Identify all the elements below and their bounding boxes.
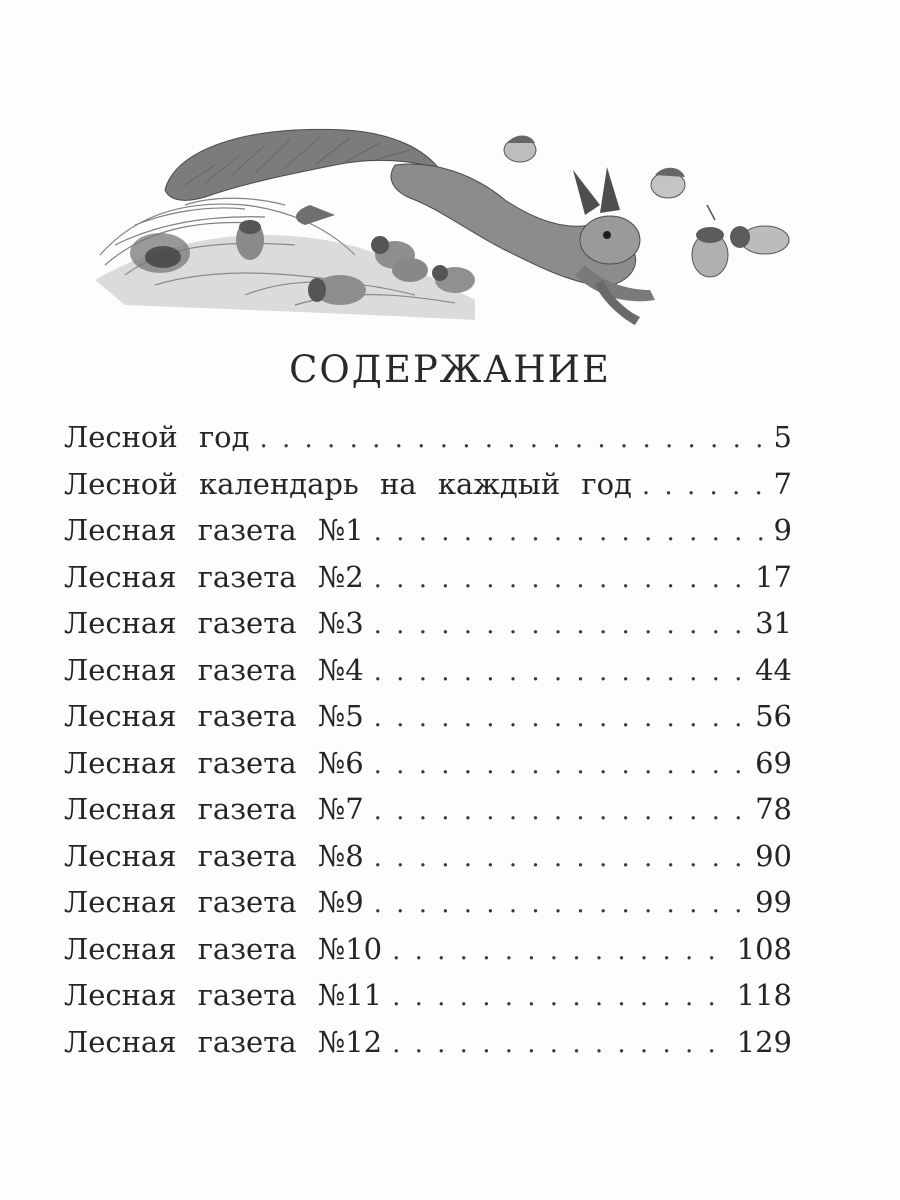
squirrel-eye [603, 231, 611, 239]
toc-entry[interactable] [64, 467, 792, 514]
toc-entry-title: Лесная газета №1 [64, 513, 364, 547]
squirrel-ear [573, 170, 600, 215]
toc-entry[interactable] [64, 513, 792, 560]
toc-entry-page-number: 108 [736, 931, 792, 966]
toc-entry[interactable] [64, 653, 792, 700]
toc-entry-page-number: 129 [736, 1024, 792, 1059]
dot-leader [374, 889, 747, 919]
toc-entry-page-number: 44 [755, 652, 792, 687]
toc-entry-title: Лесная газета №4 [64, 652, 364, 687]
toc-entry-title: Лесная газета №9 [64, 885, 364, 919]
toc-entry[interactable] [64, 746, 792, 793]
toc-entry-title: Лесная газета №5 [64, 699, 364, 733]
dot-leader [374, 657, 747, 687]
table-of-contents [64, 420, 792, 1071]
toc-entry-title: Лесная газета №11 [64, 978, 383, 1012]
toc-entry-title: Лесной год [64, 420, 250, 454]
dot-leader [374, 750, 747, 780]
dot-leader [392, 982, 729, 1012]
squirrel-hind-leg [296, 205, 335, 225]
squirrel-illustration [95, 105, 805, 340]
toc-entry[interactable] [64, 1025, 792, 1072]
toc-entry[interactable] [64, 839, 792, 886]
dot-leader [259, 424, 764, 454]
toc-entry-page-number: 31 [755, 606, 792, 640]
toc-entry-page-number: 69 [755, 745, 792, 780]
dot-leader [374, 703, 747, 733]
dot-leader [392, 936, 729, 966]
dot-leader [392, 1029, 729, 1059]
toc-entry-title: Лесная газета №3 [64, 606, 364, 640]
dot-leader [374, 843, 747, 873]
toc-entry-title: Лесная газета №2 [64, 559, 364, 594]
toc-entry-page-number: 56 [755, 699, 792, 733]
squirrel-head [580, 216, 640, 264]
toc-entry-title: Лесная газета №6 [64, 745, 364, 780]
page-title: СОДЕРЖАНИЕ [289, 348, 611, 391]
toc-entry-title: Лесная газета №8 [64, 838, 364, 873]
toc-entry[interactable] [64, 606, 792, 653]
dot-leader [374, 610, 747, 640]
dot-leader [642, 471, 764, 501]
toc-entry-page-number: 118 [736, 978, 792, 1012]
toc-entry-page-number: 9 [773, 513, 792, 547]
toc-entry-page-number: 17 [755, 559, 792, 594]
dot-leader [374, 796, 747, 826]
toc-entry[interactable] [64, 885, 792, 932]
toc-entry[interactable] [64, 978, 792, 1025]
toc-entry-page-number: 5 [773, 420, 792, 454]
toc-entry-title: Лесная газета №7 [64, 792, 364, 826]
toc-entry[interactable] [64, 560, 792, 607]
toc-entry[interactable] [64, 792, 792, 839]
dot-leader [374, 564, 747, 594]
toc-entry[interactable] [64, 932, 792, 979]
toc-entry[interactable] [64, 420, 792, 467]
toc-entry-title: Лесной календарь на каждый год [64, 466, 632, 501]
toc-entry-title: Лесная газета №12 [64, 1024, 383, 1059]
toc-entry-page-number: 99 [755, 885, 792, 919]
toc-entry-page-number: 7 [773, 466, 792, 501]
toc-entry-page-number: 90 [755, 838, 792, 873]
toc-entry-title: Лесная газета №10 [64, 931, 383, 966]
toc-entry[interactable] [64, 699, 792, 746]
dot-leader [374, 517, 764, 547]
toc-entry-page-number: 78 [755, 792, 792, 826]
